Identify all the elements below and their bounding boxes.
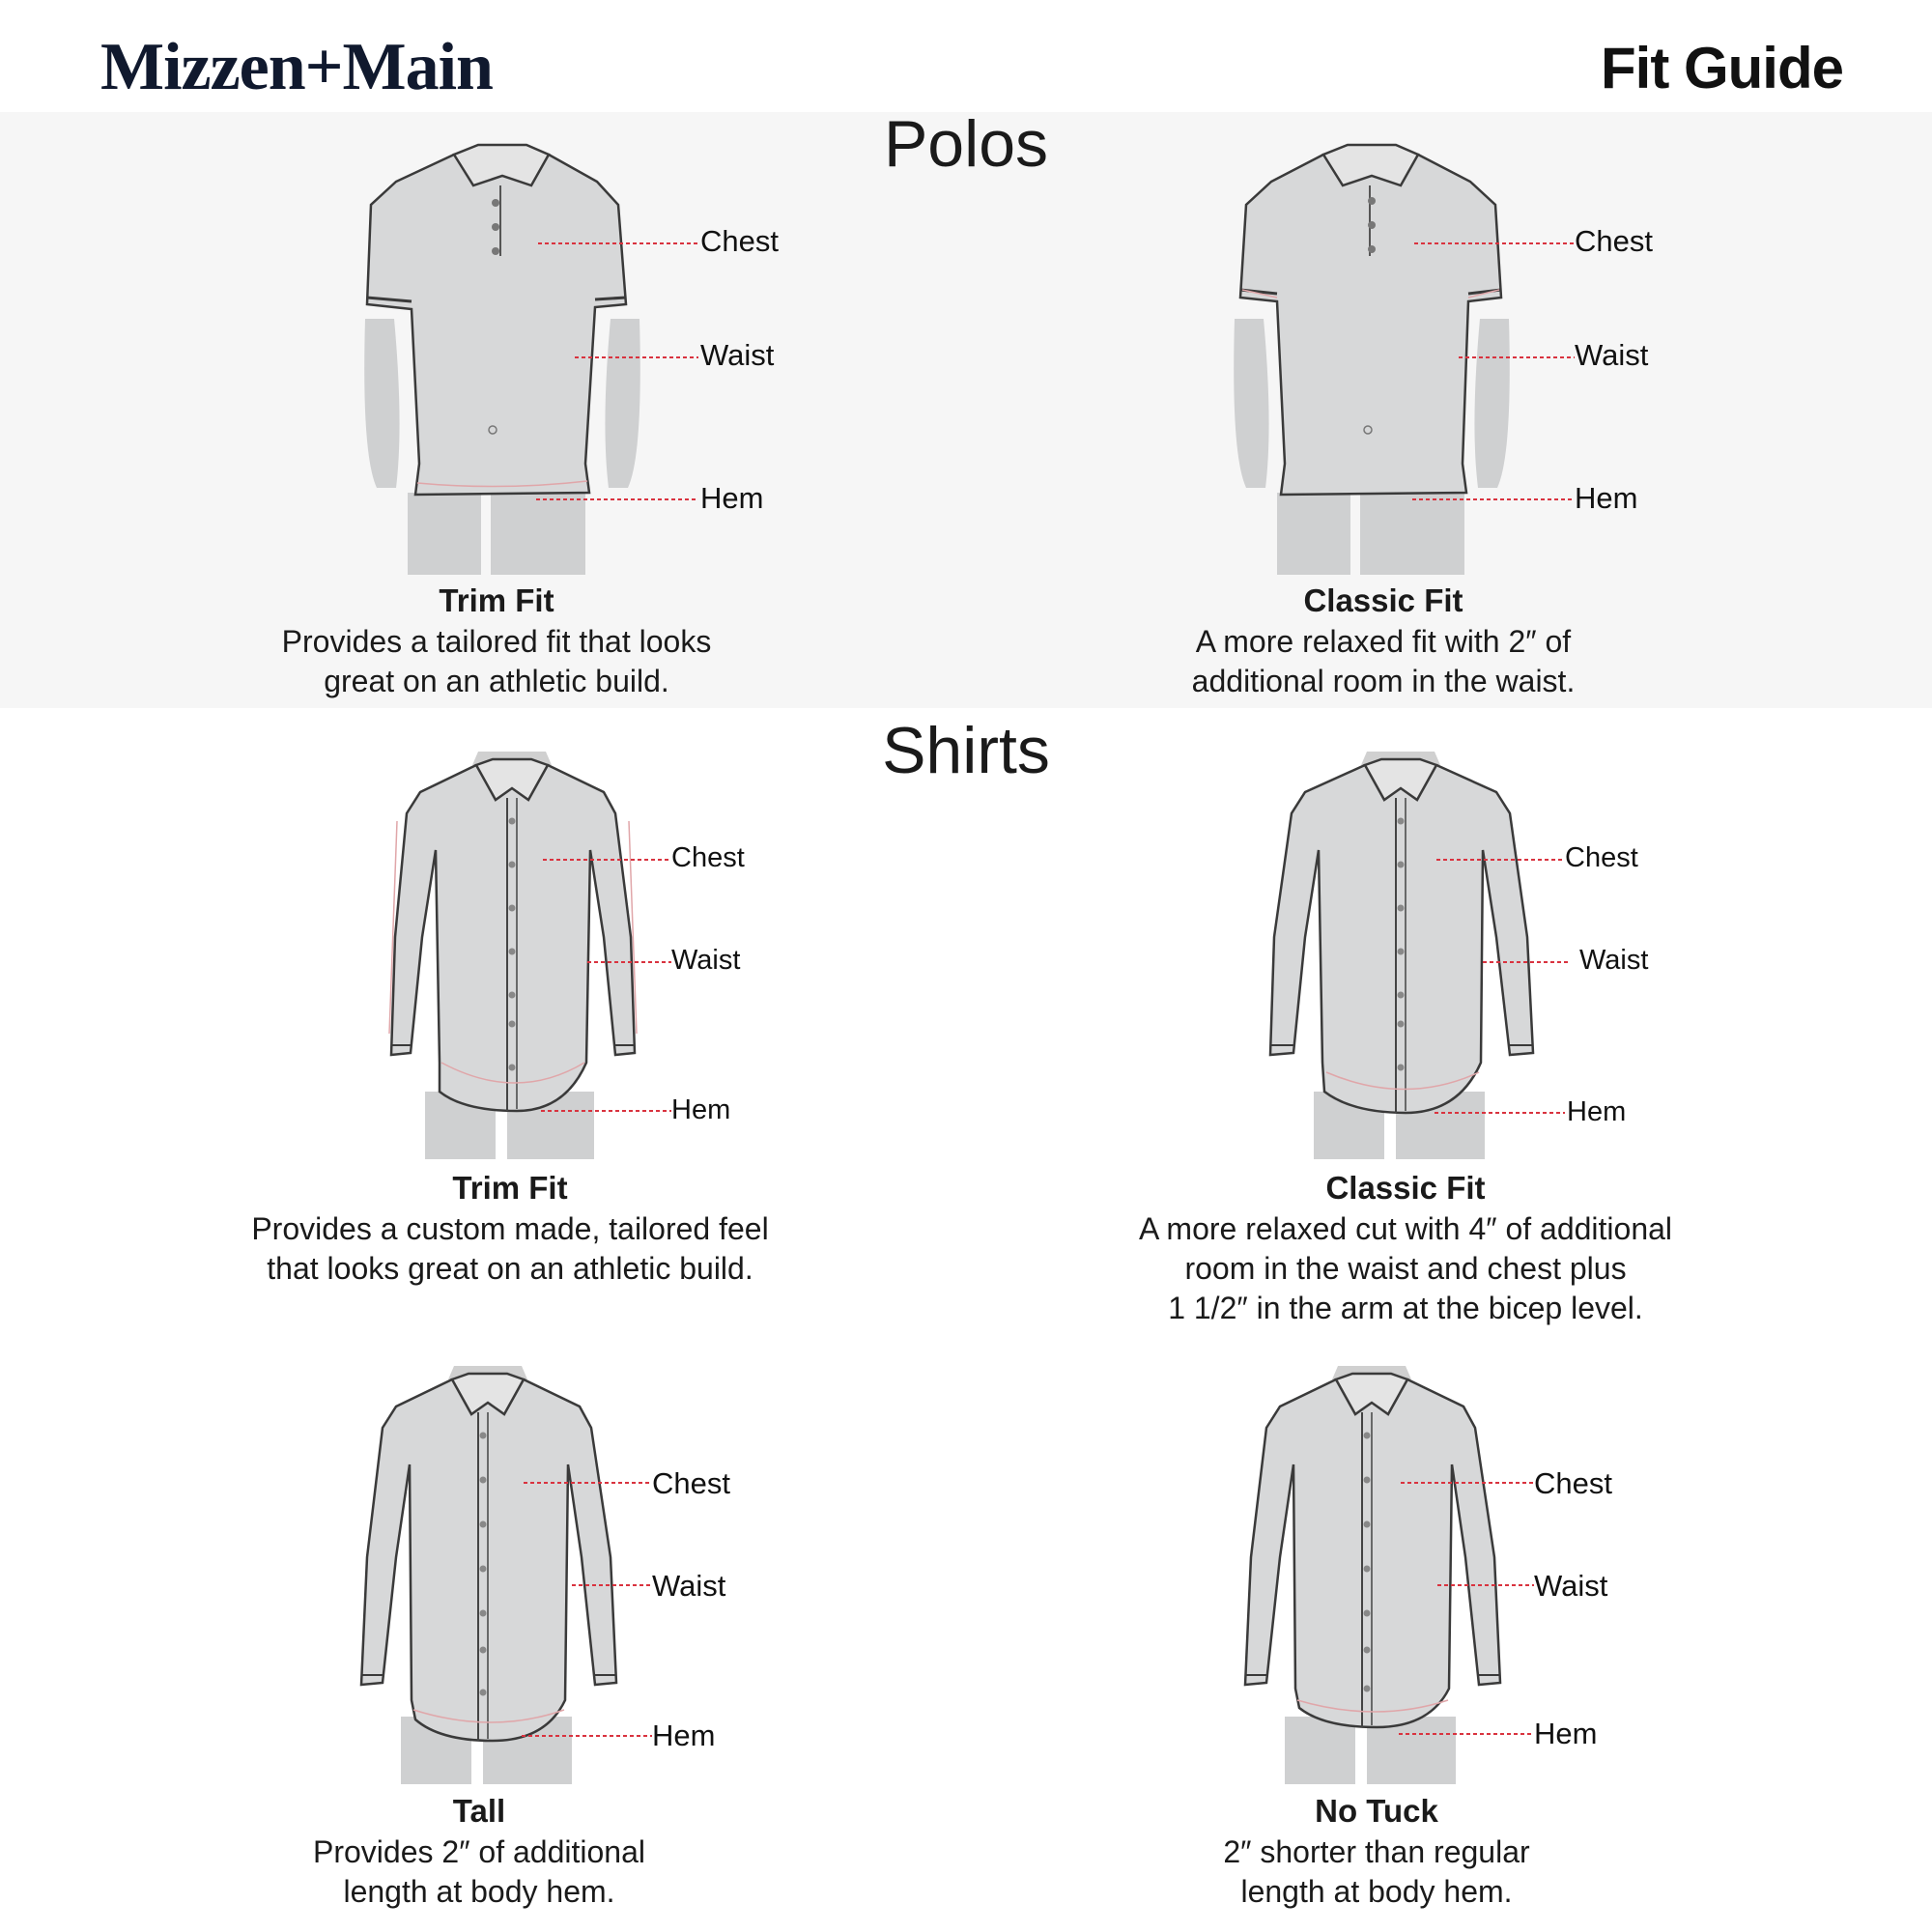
tall-shirt-guide-lines — [522, 1478, 657, 1741]
fit-caption-shirt-classic — [1038, 1167, 1773, 1328]
fit-name: Tall — [452, 1793, 506, 1829]
waist-label: Waist — [700, 338, 775, 372]
fit-description: Provides a custom made, tailored feel that looks great on an athletic build. — [251, 1211, 769, 1286]
hem-label: Hem — [1567, 1096, 1627, 1127]
hem-label: Hem — [700, 481, 764, 515]
page-title: Fit Guide — [1601, 36, 1843, 100]
waist-label: Waist — [1579, 945, 1649, 976]
fit-caption-shirt-tall — [112, 1790, 846, 1912]
waist-label: Waist — [671, 945, 741, 976]
hem-label: Hem — [671, 1094, 731, 1125]
waist-label: Waist — [652, 1569, 726, 1603]
chest-label: Chest — [1534, 1466, 1612, 1500]
hem-label: Hem — [1575, 481, 1638, 515]
waist-label: Waist — [1534, 1569, 1608, 1603]
section-title-polos: Polos — [883, 107, 1049, 181]
chest-label: Chest — [700, 224, 779, 258]
fit-name: No Tuck — [1315, 1793, 1438, 1829]
fit-name: Trim Fit — [439, 582, 554, 618]
fit-description: Provides a tailored fit that looks great on an athletic build. — [281, 624, 712, 698]
chest-label: Chest — [652, 1466, 730, 1500]
waist-label: Waist — [1575, 338, 1649, 372]
trim-fit-shirt-guide-lines — [541, 855, 676, 1116]
fit-name: Classic Fit — [1303, 582, 1463, 618]
classic-fit-polo-guide-lines — [1412, 237, 1577, 512]
section-title-shirts: Shirts — [882, 714, 1050, 787]
fit-caption-shirt-no-tuck — [1009, 1790, 1744, 1912]
no-tuck-shirt-guide-lines — [1399, 1478, 1544, 1741]
fit-description: 2″ shorter than regular length at body hem. — [1223, 1834, 1530, 1909]
trim-fit-polo-guide-lines — [536, 237, 700, 512]
fit-name: Trim Fit — [452, 1170, 568, 1206]
fit-description: Provides 2″ of additional length at body hem. — [313, 1834, 645, 1909]
chest-label: Chest — [1565, 842, 1638, 873]
fit-caption-shirt-trim — [143, 1167, 877, 1289]
fit-caption-polo-trim — [129, 580, 864, 701]
chest-label: Chest — [671, 842, 745, 873]
fit-name: Classic Fit — [1325, 1170, 1486, 1206]
hem-label: Hem — [1534, 1717, 1598, 1750]
chest-label: Chest — [1575, 224, 1653, 258]
fit-caption-polo-classic — [1016, 580, 1750, 701]
fit-description: A more relaxed fit with 2″ of additional room in the waist. — [1191, 624, 1576, 698]
brand-logo: Mizzen+Main — [100, 30, 493, 104]
classic-fit-shirt-guide-lines — [1435, 855, 1570, 1116]
fit-description: A more relaxed cut with 4″ of additional room in the waist and chest plus 1 1/2″ in the arm at the bicep level. — [1138, 1211, 1673, 1325]
hem-label: Hem — [652, 1719, 716, 1752]
